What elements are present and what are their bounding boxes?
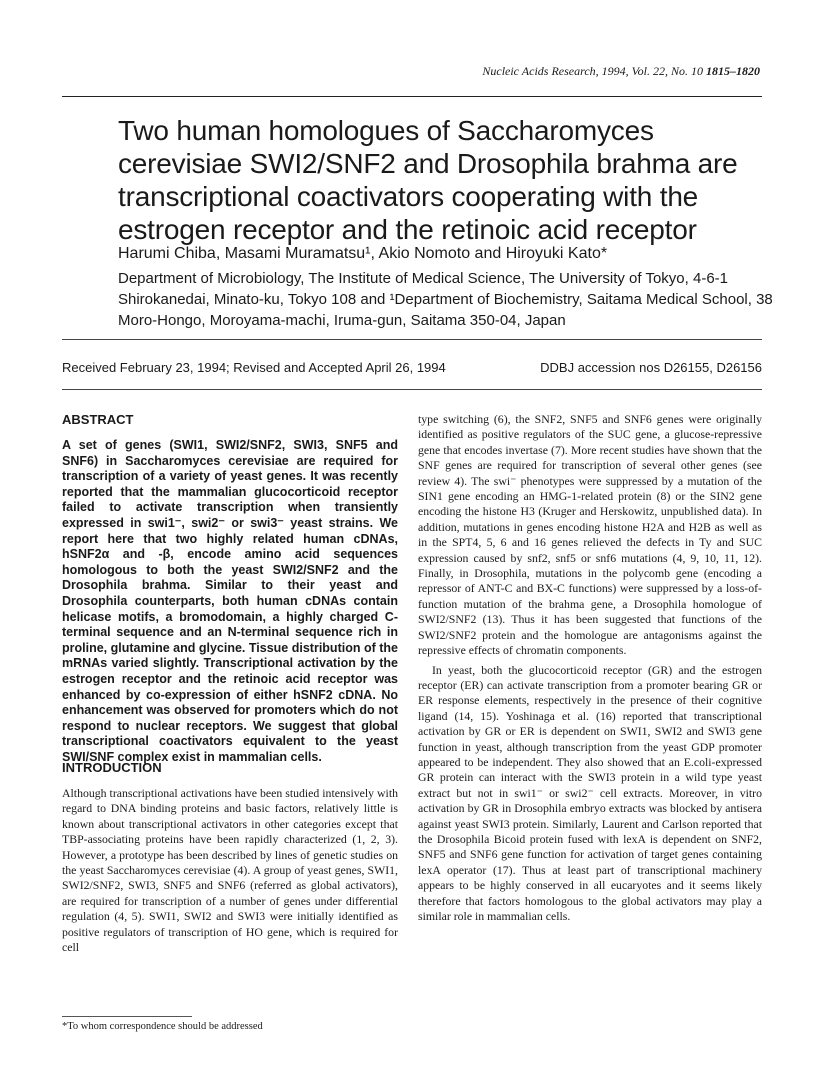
authors: Harumi Chiba, Masami Muramatsu¹, Akio Nomoto and Hiroyuki Kato* (118, 245, 608, 262)
abstract-text: A set of genes (SWI1, SWI2/SNF2, SWI3, SNF5 and SNF6) in Saccharomyces cerevisiae are required for transcription of a variety of yeast genes. It was recently reported that the mammalian glucocorticoid receptor failed to activate transcription when transiently expressed in swi1⁻, swi2⁻ or swi3⁻ yeast strains. We report here that two highly related human cDNAs, hSNF2α and -β, encode amino acid sequences homologous to both the yeast SWI2/SNF2 and the Drosophila brahma. Similar to their yeast and Drosophila counterparts, both human cDNAs contain helicase motifs, a bromodomain, a highly charged C-terminal sequence and an N-terminal sequence rich in proline, glutamine and glycine. Tissue distribution of the mRNAs varied slightly. Transcriptional activation by the estrogen receptor and the retinoic acid receptor was enhanced by co-expression of either hSNF2 cDNA. No enhancement was observed for promoters which do not respond to nuclear receptors. We suggest that global transcriptional coactivators equivalent to the yeast SWI/SNF complex exist in mammalian cells. (62, 438, 398, 764)
affiliation: Department of Microbiology, The Institute of Medical Science, The University of Tokyo, 4-6-1 Shirokanedai, Minato-ku, Tokyo 108 and ¹Department of Biochemistry, Saitama Medical School, 38 Moro-Hongo, Moroyama-machi, Iruma-gun, Saitama 350-04, Japan (118, 270, 773, 329)
correspondence-footnote: *To whom correspondence should be addressed (62, 1021, 263, 1032)
divider (62, 389, 762, 390)
introduction-heading: INTRODUCTION (62, 760, 162, 775)
journal-header (482, 64, 760, 78)
body-paragraph: In yeast, both the glucocorticoid receptor (GR) and the estrogen receptor (ER) can activate transcription from a promoter bearing GR or ER response elements, respectively in the presence of their cognitive ligand (14, 15). Yoshinaga et al. (16) reported that transcriptional activation by GR or ER is dependent on SWI1, SWI2 and SWI3 gene function in yeast, although transcription from the yeast GDP promoter appeared to be independent. They also showed that an E.coli-expressed GR protein can interact with the SWI3 protein in a wild type yeast extract but not in swi1⁻ or swi2⁻ cell extracts. Moreover, in vitro activation by GR in Drosophila embryo extracts was blocked by antisera against yeast SWI3 protein. Similarly, Laurent and Carlson reported that the Drosophila Bicoid protein fused with lexA is dependent on SNF2, SNF5 and SNF6 gene function for activation of target genes containing lexA operator (17). Thus at least part of transcriptional machinery appears to be highly conserved in all eucaryotes and it seems likely therefore that factors homologous to the global activators may play a similar role in mammalian cells. (418, 662, 762, 923)
top-rule (62, 96, 762, 97)
body-paragraph: type switching (6), the SNF2, SNF5 and SNF6 genes were originally identified as positive regulators of the SUC gene, a glucose-repressive gene that encodes invertase (7). More recent studies have shown that the SNF genes are required for transcription of several other genes (see review 4). The swi⁻ phenotypes were suppressed by a mutation of the SIN1 gene encoding an HMG-1-related protein (8) or the SIN2 gene encoding the histone H3 (Kruger and Herskowitz, unpublished data). In addition, mutations in genes encoding histone H2A and H2B as well as in the SPT4, 5, 6 and 16 genes relieved the defects in Ty and SUC expression caused by snf2, snf5 or snf6 mutations (4, 9, 10, 11, 12). Finally, in Drosophila, mutations in the polycomb gene (encoding a repressor of ANT-C and BX-C functions) were suppressed by a loss-of-function mutation of the brahma gene, a Drosophila homologue of SWI2/SNF2 (13). Thus it has been suggested that functions of the SWI2/SNF2 protein and the homologue are antagonisms against the repressive effects of chromatin components. (418, 412, 762, 658)
journal-pages: 1815–1820 (706, 64, 760, 78)
introduction-section (62, 786, 398, 955)
received-dates: Received February 23, 1994; Revised and Accepted April 26, 1994 (62, 360, 446, 375)
footnote-rule (62, 1016, 192, 1017)
journal-citation: Nucleic Acids Research, 1994, Vol. 22, No. 10 (482, 64, 703, 78)
abstract-section (62, 412, 398, 765)
abstract-heading: ABSTRACT (62, 412, 134, 427)
divider (62, 339, 762, 340)
accession-numbers: DDBJ accession nos D26155, D26156 (540, 360, 762, 375)
introduction-paragraph: Although transcriptional activations have been studied intensively with regard to DNA binding proteins and basic factors, relatively little is known about transcriptional activators in other categories except that TBP-associating proteins have been rapidly characterized (1, 2, 3). However, a prototype has been described by lines of genetic studies on the yeast Saccharomyces cerevisiae (4). A group of yeast genes, SWI1, SWI2/SNF2, SWI3, SNF5 and SNF6 (referred as global activators), are required for transcription of a number of genes under differential regulation (4, 5). SWI1, SWI2 and SWI3 were initially identified as positive regulators of transcription of HO gene, which is required for cell (62, 786, 398, 955)
right-column (418, 412, 762, 924)
paper-title: Two human homologues of Saccharomyces cerevisiae SWI2/SNF2 and Drosophila brahma are transcriptional coactivators cooperating with the estrogen receptor and the retinoic acid receptor (118, 115, 738, 245)
